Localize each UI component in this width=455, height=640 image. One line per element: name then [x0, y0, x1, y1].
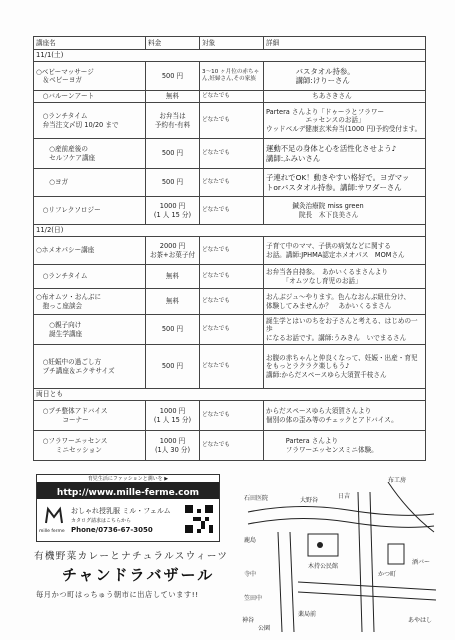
row-detail: 誕生学とはいのちをお子さんと考える、はじめの一歩 になるお話です。講師:うみきん いでまるさん [264, 315, 426, 345]
shop-logo-icon [43, 505, 65, 527]
map-label: 神谷 [242, 617, 255, 624]
venue-map [238, 472, 436, 632]
row-name: ○リフレクソロジー [34, 197, 146, 225]
table-row [34, 401, 426, 431]
map-label: 大野谷 [300, 497, 319, 504]
row-detail: バスタオル持参。 講師:けりーさん [264, 62, 426, 91]
table-row [34, 345, 426, 389]
row-detail: からだスペースゆら大須賀さんより 個別の体の歪み等のチェックとアドバイス。 [264, 401, 426, 431]
qr-code-icon[interactable] [185, 505, 213, 533]
promo-line-3: 毎月かつ町はっちゅう朝市に出店しています!! [36, 590, 199, 599]
row-name: ○ベビーマッサージ ＆ベビーヨガ [34, 62, 146, 91]
row-target: どなたでも [200, 91, 264, 103]
row-fee: 無料 [146, 91, 200, 103]
row-target: どなたでも [200, 237, 264, 265]
map-label: 木持公民館 [308, 563, 339, 570]
map-label: 布工房 [388, 477, 407, 484]
row-name: ○ランチタイム 弁当注文〆切 10/20 まで [34, 103, 146, 139]
row-name: ○フラワーエッセンス ミニセッション [34, 431, 146, 461]
row-target: 3〜10 ヶ月位の赤ちゃ ん,妊婦さん,その家族 [200, 62, 264, 91]
row-name: ○親子向け 誕生学講座 [34, 315, 146, 345]
map-label: 日吉 [338, 493, 351, 500]
row-fee: 無料 [146, 265, 200, 289]
row-name: ○プチ整体アドバイス コーナー [34, 401, 146, 431]
map-label: 酒バー [412, 559, 431, 566]
row-detail: 鍼灸治療院 miss green 院長 木下良美さん [264, 197, 426, 225]
ad-url[interactable]: http://www.mille-ferme.com [56, 488, 200, 498]
row-target: どなたでも [200, 315, 264, 345]
row-fee: 1000 円 (1人 30 分) [146, 431, 200, 461]
map-label: 鹿島 [244, 537, 257, 544]
ad-catalog-line: カタログ請求はこちらから [71, 518, 132, 524]
promo-line-2: チャンドラバザール [62, 566, 215, 584]
row-detail: お腹の赤ちゃんと仲良くなって、妊娠・出産・育児 をもっとラクラク楽しもう♪ 講師:からだスペースゆら大須賀千枝さん [264, 345, 426, 389]
row-name: ○布オムツ・おんぶに 抱っこ座談会 [34, 289, 146, 315]
table-row [34, 197, 426, 225]
row-fee: 500 円 [146, 139, 200, 169]
row-target: どなたでも [200, 345, 264, 389]
row-name: ○ランチタイム [34, 265, 146, 289]
row-detail: 子連れでOK！動きやすい格好で。ヨガマッ トorバスタオル持参。講師:サワダーさん [264, 169, 426, 197]
row-detail: ちあさきさん [264, 91, 426, 103]
row-name: ○ホメオパシー講座 [34, 237, 146, 265]
row-fee: 1000 円 (1 人 15 分) [146, 401, 200, 431]
row-fee: 500 円 [146, 62, 200, 91]
row-detail: Partera さんより「ドゥーラとフラワー エッセンスのお話」 ウッドベルデ健康玄米弁当(1000 円)予約受付ます。 [264, 103, 426, 139]
row-detail: 子育て中のママ、子供の病気などに関する お話。講師:JPHMA認定ホメオパス MOMさん [264, 237, 426, 265]
ad-url-band [37, 482, 219, 499]
table-row [34, 62, 426, 91]
shop-ad [36, 474, 220, 542]
ad-tagline: 育児生活にファッションと潤いを ▶ [87, 476, 169, 482]
table-row [34, 315, 426, 345]
row-fee: お弁当は 予約有-有料 [146, 103, 200, 139]
schedule-table [33, 36, 426, 461]
map-label: 公園 [258, 625, 271, 632]
table-row [34, 169, 426, 197]
row-fee: 1000 円 (1 人 15 分) [146, 197, 200, 225]
table-row [34, 431, 426, 461]
map-label: 石田医院 [244, 495, 269, 502]
table-header-row [34, 37, 426, 50]
row-name: ○妊娠中の過ごし方 プチ講座＆エクササイズ [34, 345, 146, 389]
row-target: どなたでも [200, 401, 264, 431]
table-row [34, 103, 426, 139]
row-fee: 2000 円 お茶+お菓子付 [146, 237, 200, 265]
table-row [34, 237, 426, 265]
row-name: ○ヨガ [34, 169, 146, 197]
row-target: どなたでも [200, 139, 264, 169]
day2-label: 11/2(日) [34, 225, 426, 237]
row-target: どなたでも [200, 431, 264, 461]
ad-logo-text: mille ferme [39, 529, 65, 534]
row-fee: 500 円 [146, 345, 200, 389]
table-row [34, 289, 426, 315]
row-fee: 500 円 [146, 169, 200, 197]
map-label: かつ町 [378, 571, 397, 578]
table-row [34, 91, 426, 103]
row-name: ○産前産後の セルフケア講座 [34, 139, 146, 169]
map-label: 寺中 [244, 571, 257, 578]
row-detail: 運動不足の身体と心を活性化させよう♪ 講師:ふみいさん [264, 139, 426, 169]
row-detail: お弁当各自持参。 あかいくるまさんより 「オムツなし育児のお話」 [264, 265, 426, 289]
row-name: ○バルーンアート [34, 91, 146, 103]
row-target: どなたでも [200, 197, 264, 225]
promo-line-1: 有機野菜カレーとナチュラルスウィーツ [34, 551, 229, 562]
row-fee: 500 円 [146, 315, 200, 345]
row-target: どなたでも [200, 169, 264, 197]
header-target: 対象 [200, 37, 264, 50]
map-label: あやはし [408, 617, 433, 624]
table-row [34, 265, 426, 289]
date-row-both [34, 389, 426, 401]
header-detail: 詳細 [264, 37, 426, 50]
both-label: 両日とも [34, 389, 426, 401]
date-row-day1 [34, 50, 426, 62]
day1-label: 11/1(土) [34, 50, 426, 62]
header-fee: 料金 [146, 37, 200, 50]
map-label: 笠田中 [244, 595, 263, 602]
ad-shop-line: おしゃれ授乳服 ミル・フェルム [71, 507, 171, 515]
table-row [34, 139, 426, 169]
date-row-day2 [34, 225, 426, 237]
venue-marker-icon [317, 542, 323, 548]
row-target: どなたでも [200, 289, 264, 315]
row-fee: 無料 [146, 289, 200, 315]
header-name: 講座名 [34, 37, 146, 50]
row-target: どなたでも [200, 103, 264, 139]
row-detail: おんぶジュ〜やります。色んなおんぶ紐仕分け、 体験してみませんか？ あかいくるまさん [264, 289, 426, 315]
ad-phone: Phone/0736-67-3050 [71, 526, 153, 534]
row-target: どなたでも [200, 265, 264, 289]
map-label: 薬局前 [298, 611, 317, 618]
row-detail: Partera さんより フラワーエッセンスミニ体験。 [264, 431, 426, 461]
